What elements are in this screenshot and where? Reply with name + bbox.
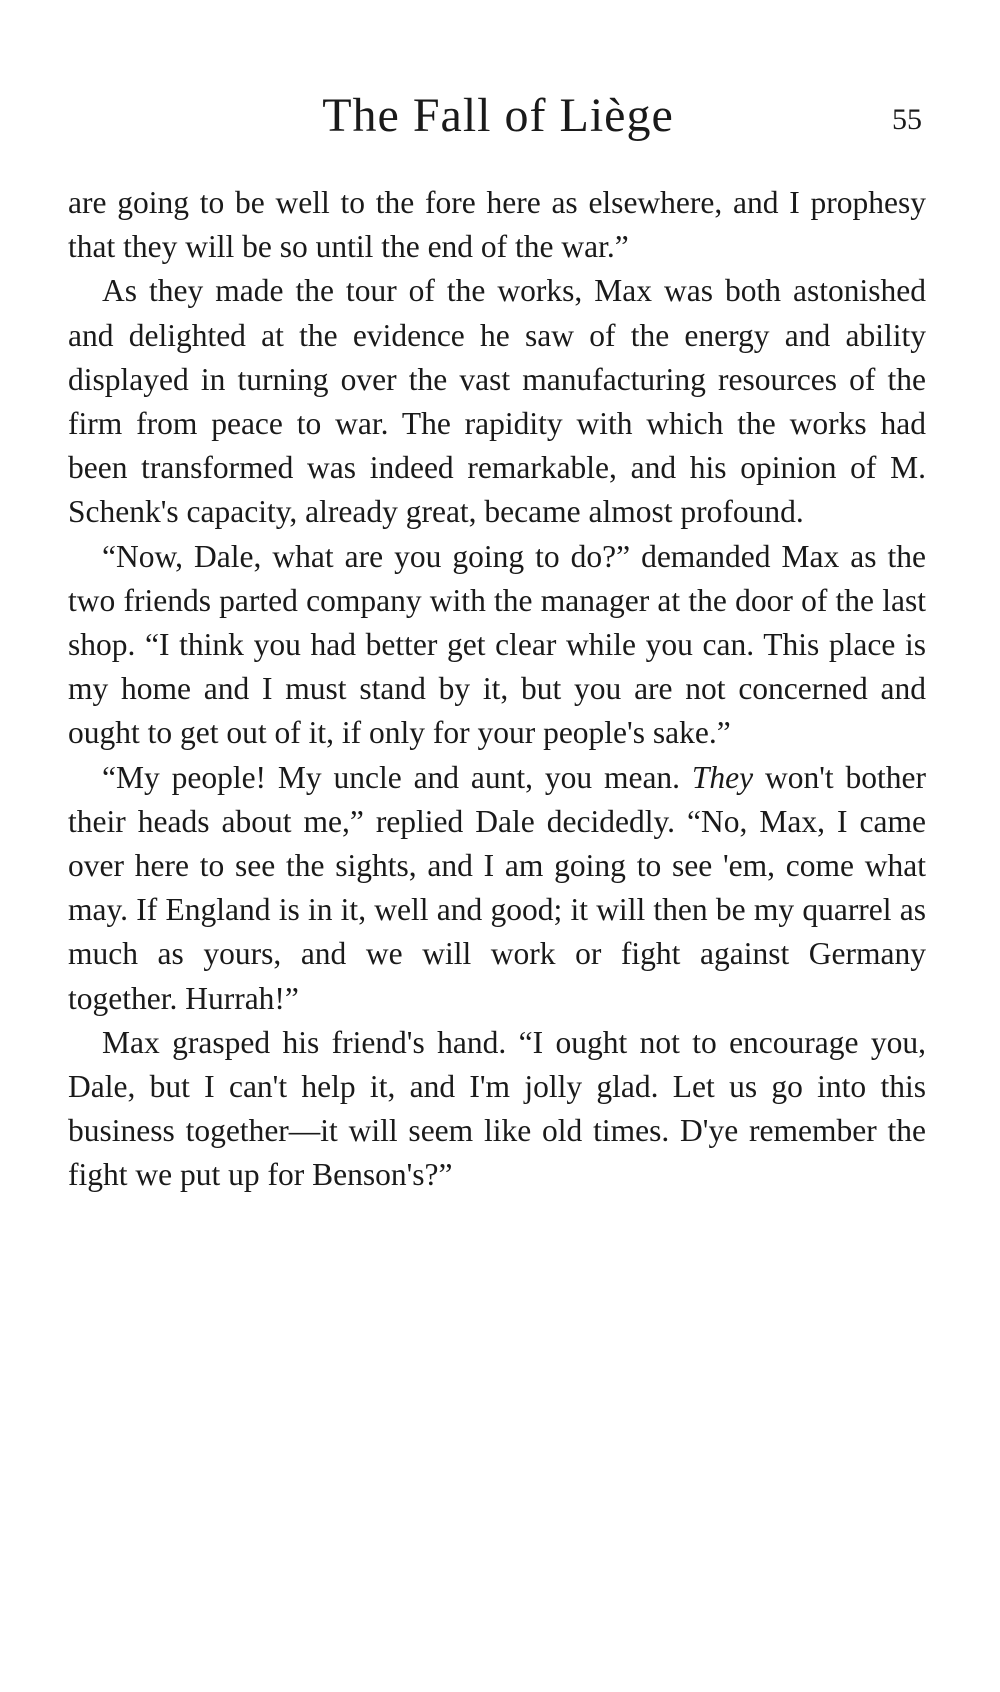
dale-reply-start: “My people! My uncle and aunt, you mean. [102, 759, 692, 795]
dale-reply-end: won't bother their heads about me,” replied Dale decidedly. “No, Max, I came over here to see the sights, and I am going to see 'em, come what may. If England is in it, well and good; it will then be my quarrel as much as yours, and we will work or fight against Germany together. Hurrah!” [68, 759, 926, 1016]
paragraph-dale-reply [68, 756, 926, 1021]
page-number: 55 [892, 103, 922, 136]
paragraph-continuation: are going to be well to the fore here as elsewhere, and I prophesy that they will be so until the end of the war.” [68, 185, 926, 265]
running-title: The Fall of Liège [322, 89, 674, 142]
paragraph-tour-of-works: As they made the tour of the works, Max was both astonished and delighted at the evidence he saw of the energy and ability displayed in turning over the vast manufacturing resources of the firm from peace to war. The rapidity with which the works had been transformed was indeed remarkable, and his opinion of M. Schenk's capacity, already great, became almost profound. [68, 273, 926, 530]
dale-reply-italic: They [691, 759, 754, 795]
paragraph-max-grasped: Max grasped his friend's hand. “I ought not to encourage you, Dale, but I can't help it, and I'm jolly glad. Let us go into this business together—it will seem like old times. D'ye remember the fight we put up for Benson's?” [68, 1024, 926, 1193]
body-text [68, 181, 926, 1198]
paragraph-max-question: “Now, Dale, what are you going to do?” demanded Max as the two friends parted company with the manager at the door of the last shop. “I think you had better get clear while you can. This place is my home and I must stand by it, but you are not concerned and ought to get out of it, if only for your people's sake.” [68, 538, 926, 751]
page-header [66, 86, 930, 156]
